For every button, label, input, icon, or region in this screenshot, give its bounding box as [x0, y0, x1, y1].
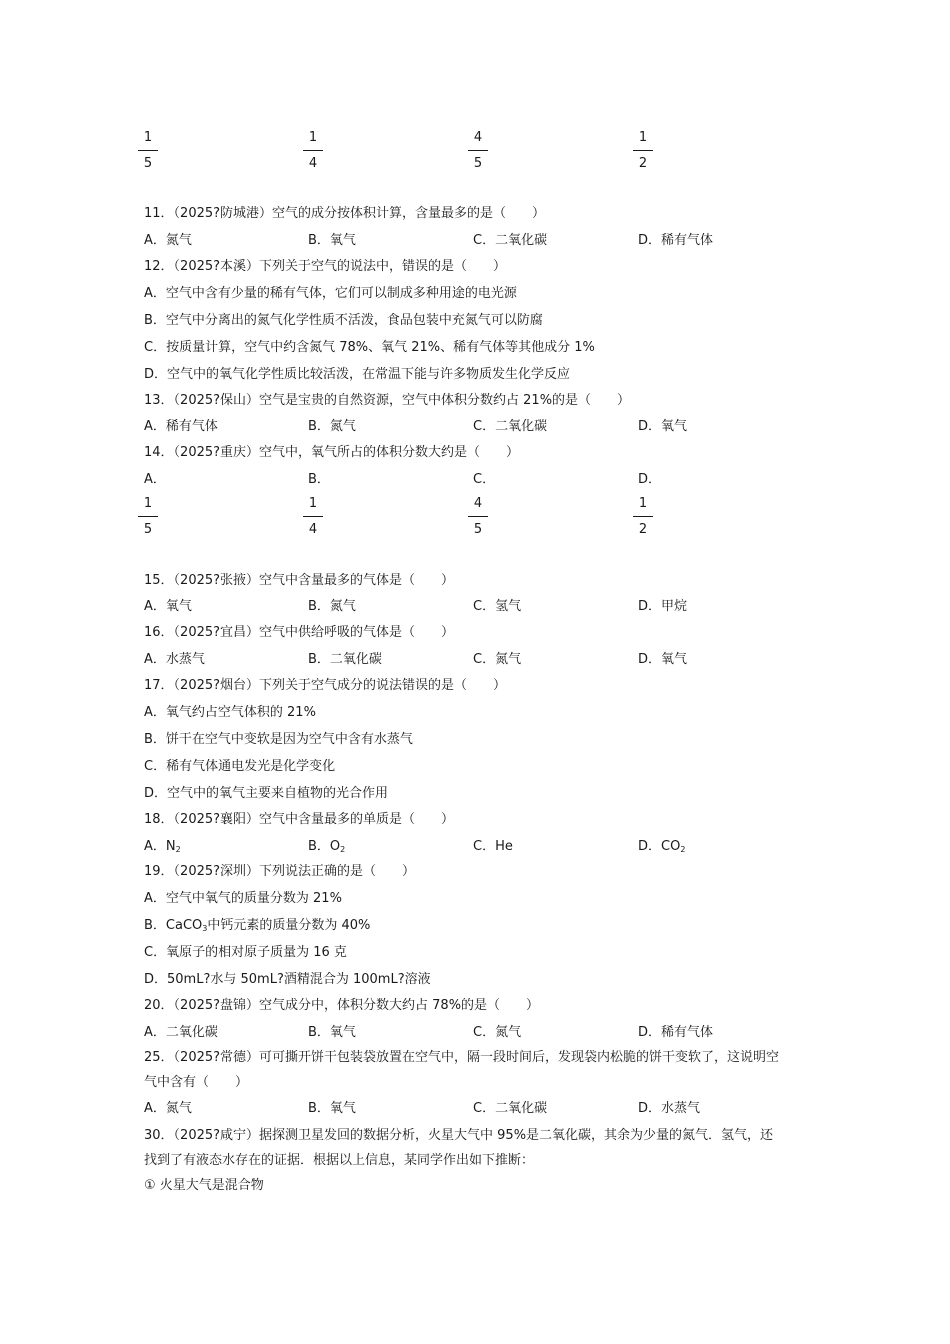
option: C．氢气	[473, 599, 522, 614]
options-row	[0, 651, 950, 669]
option: C．按质量计算，空气中约含氮气 78%、氧气 21%、稀有气体等其他成分 1%	[144, 340, 595, 355]
option: D．氧气	[638, 419, 688, 434]
inference-item: ① 火星大气是混合物	[144, 1178, 264, 1193]
option: D．水蒸气	[638, 1101, 701, 1116]
option: A．二氧化碳	[144, 1025, 218, 1040]
option: B．二氧化碳	[308, 652, 382, 667]
options-row	[0, 418, 950, 436]
option: D．稀有气体	[638, 233, 714, 248]
option: A．空气中含有少量的稀有气体，它们可以制成多种用途的电光源	[144, 286, 517, 301]
option: A．氧气	[144, 599, 192, 614]
option: D．空气中的氧气化学性质比较活泼，在常温下能与许多物质发生化学反应	[144, 367, 571, 382]
option: B．空气中分离出的氮气化学性质不活泼，食品包装中充氮气可以防腐	[144, 313, 543, 328]
options-row	[0, 1100, 950, 1118]
option: C．二氧化碳	[473, 419, 548, 434]
question-stem: 25．（2025?常德）可可撕开饼干包装袋放置在空气中，隔一段时间后，发现袋内松脆的饼干变软了，这说明空	[144, 1050, 780, 1065]
option: C．稀有气体通电发光是化学变化	[144, 759, 336, 774]
question-stem: 14．（2025?重庆）空气中，氧气所占的体积分数大约是（ ）	[144, 445, 520, 460]
option: D．氧气	[638, 652, 688, 667]
question-stem: 18．（2025?襄阳）空气中含量最多的单质是（ ）	[144, 812, 455, 827]
option: D．稀有气体	[638, 1025, 714, 1040]
option: D．50mL?水与 50mL?酒精混合为 100mL?溶液	[144, 972, 431, 987]
option: B．氧气	[308, 1025, 356, 1040]
question-stem: 15．（2025?张掖）空气中含量最多的气体是（ ）	[144, 573, 455, 588]
question-stem: 17．（2025?烟台）下列关于空气成分的说法错误的是（ ）	[144, 678, 507, 693]
option: B．	[308, 472, 330, 487]
option: A．水蒸气	[144, 652, 205, 667]
options-row	[0, 1024, 950, 1042]
fraction: 1 2	[633, 130, 653, 172]
option: C．He	[473, 839, 513, 854]
option: B．饼干在空气中变软是因为空气中含有水蒸气	[144, 732, 413, 747]
question-stem: 19．（2025?深圳）下列说法正确的是（ ）	[144, 864, 416, 879]
option: C．氧原子的相对原子质量为 16 克	[144, 945, 347, 960]
question-stem: 30．（2025?咸宁）据探测卫星发回的数据分析，火星大气中 95%是二氧化碳，其余为少量的氮气．氢气，还	[144, 1128, 774, 1143]
option: A．空气中氧气的质量分数为 21%	[144, 891, 342, 906]
option: A．$N_2$	[144, 839, 181, 854]
option: B．氧气	[308, 233, 356, 248]
option: A．稀有气体	[144, 419, 218, 434]
option: B．CaCO$_3$中钙元素的质量分数为 40%	[144, 918, 371, 933]
question-stem: 16．（2025?宜昌）空气中供给呼吸的气体是（ ）	[144, 625, 455, 640]
fraction: 1 4	[303, 496, 323, 538]
option: C．二氧化碳	[473, 1101, 548, 1116]
option: B．氧气	[308, 1101, 356, 1116]
option: A．氧气约占空气体积的 21%	[144, 705, 316, 720]
option: B．$O_2$	[308, 839, 346, 854]
options-row	[0, 838, 950, 856]
option: A．	[144, 472, 166, 487]
fraction: 4 5	[468, 496, 488, 538]
option: D．	[638, 472, 662, 487]
fraction: 1 5	[138, 496, 158, 538]
question-stem: 11．（2025?防城港）空气的成分按体积计算，含量最多的是（ ）	[144, 206, 546, 221]
fraction: 1 2	[633, 496, 653, 538]
options-row	[0, 598, 950, 616]
question-stem: 13．（2025?保山）空气是宝贵的自然资源，空气中体积分数约占 21%的是（ ）	[144, 393, 631, 408]
option: A．氮气	[144, 233, 192, 248]
option: D．空气中的氧气主要来自植物的光合作用	[144, 786, 389, 801]
question-stem-continued: 气中含有（ ）	[144, 1075, 249, 1090]
question-stem: 20．（2025?盘锦）空气成分中，体积分数大约占 78%的是（ ）	[144, 998, 540, 1013]
options-row	[0, 471, 950, 489]
option: B．氮气	[308, 419, 356, 434]
option: D．甲烷	[638, 599, 688, 614]
option: C．	[473, 472, 496, 487]
option: C．二氧化碳	[473, 233, 548, 248]
question-stem: 12．（2025?本溪）下列关于空气的说法中，错误的是（ ）	[144, 259, 507, 274]
option: D．$CO_2$	[638, 839, 686, 854]
fraction: 1 4	[303, 130, 323, 172]
option: B．氮气	[308, 599, 356, 614]
options-row	[0, 232, 950, 250]
question-stem-continued: 找到了有液态水存在的证据．根据以上信息，某同学作出如下推断：	[144, 1153, 535, 1168]
option: C．氮气	[473, 1025, 522, 1040]
fraction: 4 5	[468, 130, 488, 172]
fraction: 1 5	[138, 130, 158, 172]
option: C．氮气	[473, 652, 522, 667]
option: A．氮气	[144, 1101, 192, 1116]
